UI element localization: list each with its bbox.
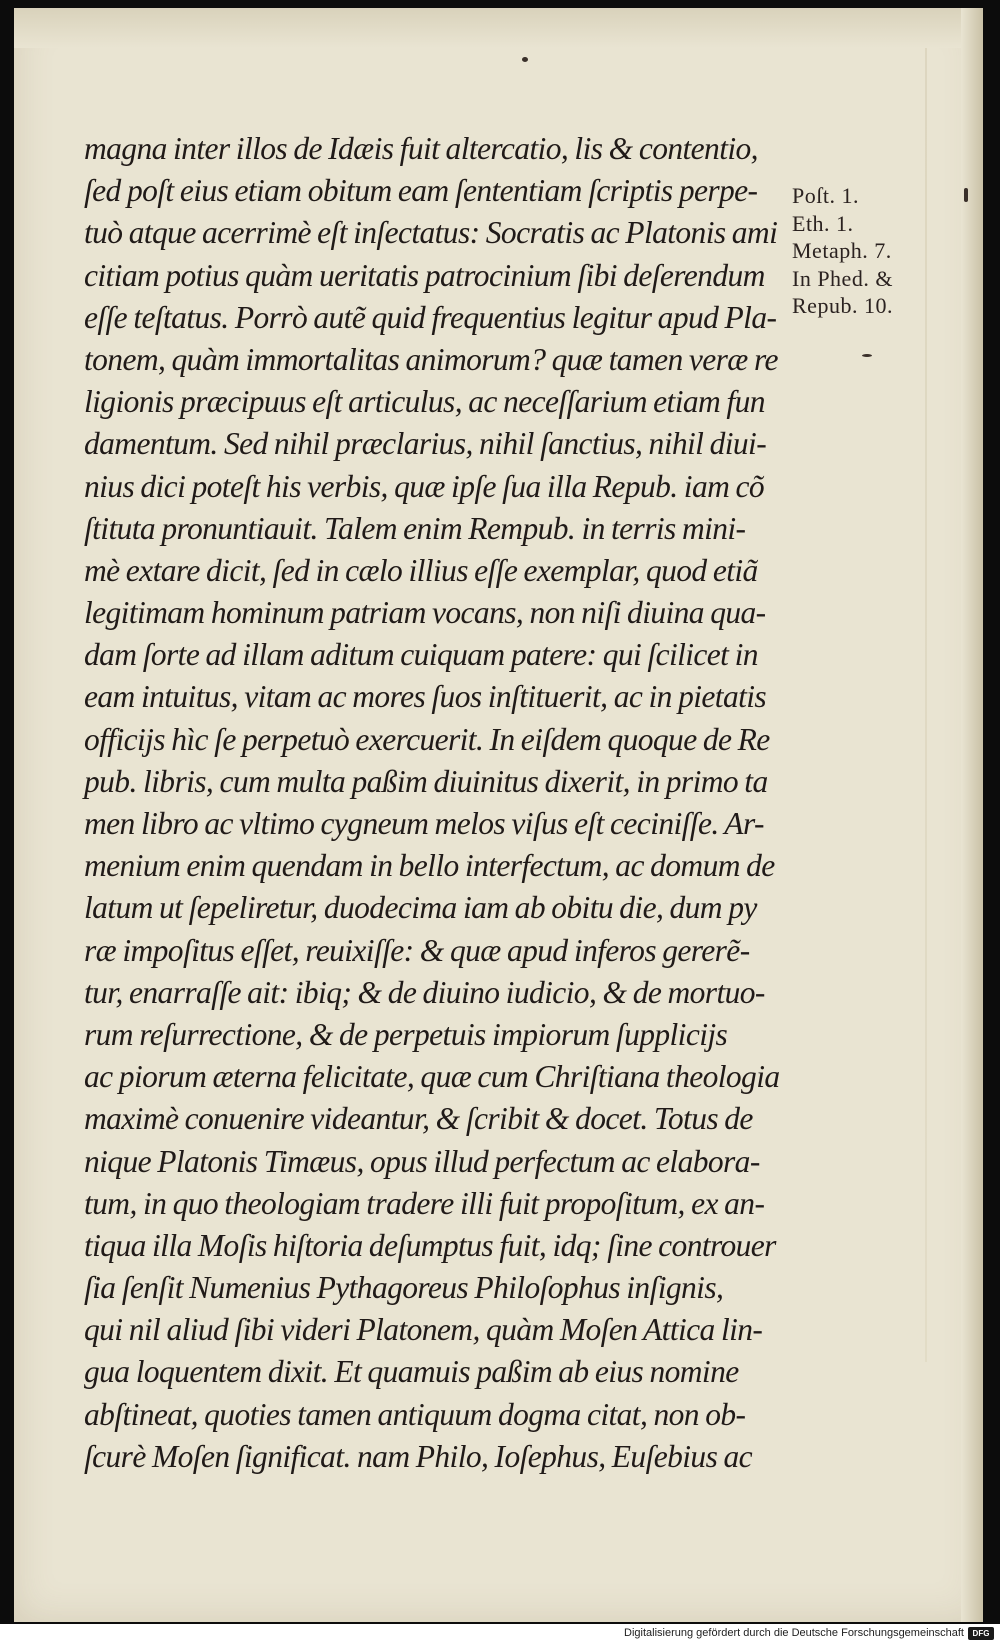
text-line: ſtituta pronuntiauit. Talem enim Rempub. in terris mini-: [84, 510, 746, 546]
book-page: [14, 8, 983, 1622]
body-text: [84, 128, 794, 1478]
text-line: ſed poſt eius etiam obitum eam ſententiam ſcriptis perpe-: [84, 173, 758, 209]
text-line: damentum. Sed nihil præclarius, nihil ſanctius, nihil diui-: [84, 426, 767, 462]
text-line: gua loquentem dixit. Et quamuis paßim ab eius nomine: [84, 1354, 739, 1390]
text-line: ſia ſenſit Numenius Pythagoreus Philoſophus inſignis,: [84, 1270, 724, 1306]
text-line: tuò atque acerrimè eſt inſectatus: Socratis ac Platonis ami: [84, 215, 778, 251]
ink-speck: [964, 188, 968, 202]
footer-credit: Digitalisierung gefördert durch die Deutsche Forschungsgemeinschaft: [624, 1627, 964, 1639]
text-line: tum, in quo theologiam tradere illi fuit propoſitum, ex an-: [84, 1185, 765, 1221]
ink-speck: [522, 57, 528, 62]
margin-note: Poſt. 1.: [792, 183, 859, 208]
text-line: dam ſorte ad illam aditum cuiquam patere: qui ſcilicet in: [84, 637, 758, 673]
text-line: eſſe teſtatus. Porrò autẽ quid frequentius legitur apud Pla-: [84, 299, 777, 335]
text-line: latum ut ſepeliretur, duodecima iam ab obitu die, dum py: [84, 890, 757, 926]
text-line: tonem, quàm immortalitas animorum? quæ tamen veræ re: [84, 341, 778, 377]
text-line: legitimam hominum patriam vocans, non niſi diuina qua-: [84, 595, 766, 631]
text-line: officijs hìc ſe perpetuò exercuerit. In eiſdem quoque de Re: [84, 721, 770, 757]
text-line: tur, enarraſſe ait: ibiq; & de diuino iudicio, & de mortuo-: [84, 974, 765, 1010]
text-line: eam intuitus, vitam ac mores ſuos inſtituerit, ac in pietatis: [84, 679, 767, 715]
text-line: mè extare dicit, ſed in cælo illius eſſe exemplar, quod etiã: [84, 552, 758, 588]
text-line: citiam potius quàm ueritatis patrocinium ſibi deſerendum: [84, 257, 765, 293]
text-line: menium enim quendam in bello interfectum, ac domum de: [84, 848, 775, 884]
page-top-shading: [14, 8, 983, 48]
text-line: pub. libris, cum multa paßim diuinitus dixerit, in primo ta: [84, 763, 768, 799]
margin-note: In Phed. &: [792, 265, 893, 291]
text-line: rum reſurrectione, & de perpetuis impiorum ſupplicijs: [84, 1016, 728, 1052]
margin-note: Repub. 10.: [792, 293, 893, 318]
margin-note: Eth. 1.: [792, 210, 854, 236]
text-line: ac piorum æterna felicitate, quæ cum Chriſtiana theologia: [84, 1059, 780, 1095]
ink-speck: [862, 354, 872, 357]
text-line: maximè conuenire videantur, & ſcribit & docet. Totus de: [84, 1101, 753, 1137]
dfg-logo: DFG: [968, 1627, 994, 1640]
text-line: ſcurè Moſen ſignificat. nam Philo, Ioſephus, Euſebius ac: [84, 1438, 753, 1474]
text-line: nius dici poteſt his verbis, quæ ipſe ſua illa Repub. iam cõ: [84, 468, 765, 504]
text-line: ræ impoſitus eſſet, reuixiſſe: & quæ apud inferos gererẽ-: [84, 932, 750, 968]
margin-note: Metaph. 7.: [792, 238, 892, 263]
footer-bar: [0, 1624, 1000, 1644]
text-line: tiqua illa Moſis hiſtoria deſumptus fuit, idq; ſine controuer: [84, 1227, 776, 1263]
text-line: qui nil aliud ſibi videri Platonem, quàm Moſen Attica lin-: [84, 1312, 763, 1348]
text-line: men libro ac vltimo cygneum melos viſus eſt ceciniſſe. Ar-: [84, 806, 764, 841]
text-line: magna inter illos de Idæis fuit altercatio, lis & contentio,: [84, 131, 758, 166]
text-line: nique Platonis Timæus, opus illud perfectum ac elabora-: [84, 1143, 760, 1179]
page-edge-shading: [961, 8, 983, 1622]
text-line: abſtineat, quoties tamen antiquum dogma citat, non ob-: [84, 1396, 746, 1432]
text-line: ligionis præcipuus eſt articulus, ac neceſſarium etiam fun: [84, 384, 765, 420]
margin-notes: [792, 182, 962, 320]
